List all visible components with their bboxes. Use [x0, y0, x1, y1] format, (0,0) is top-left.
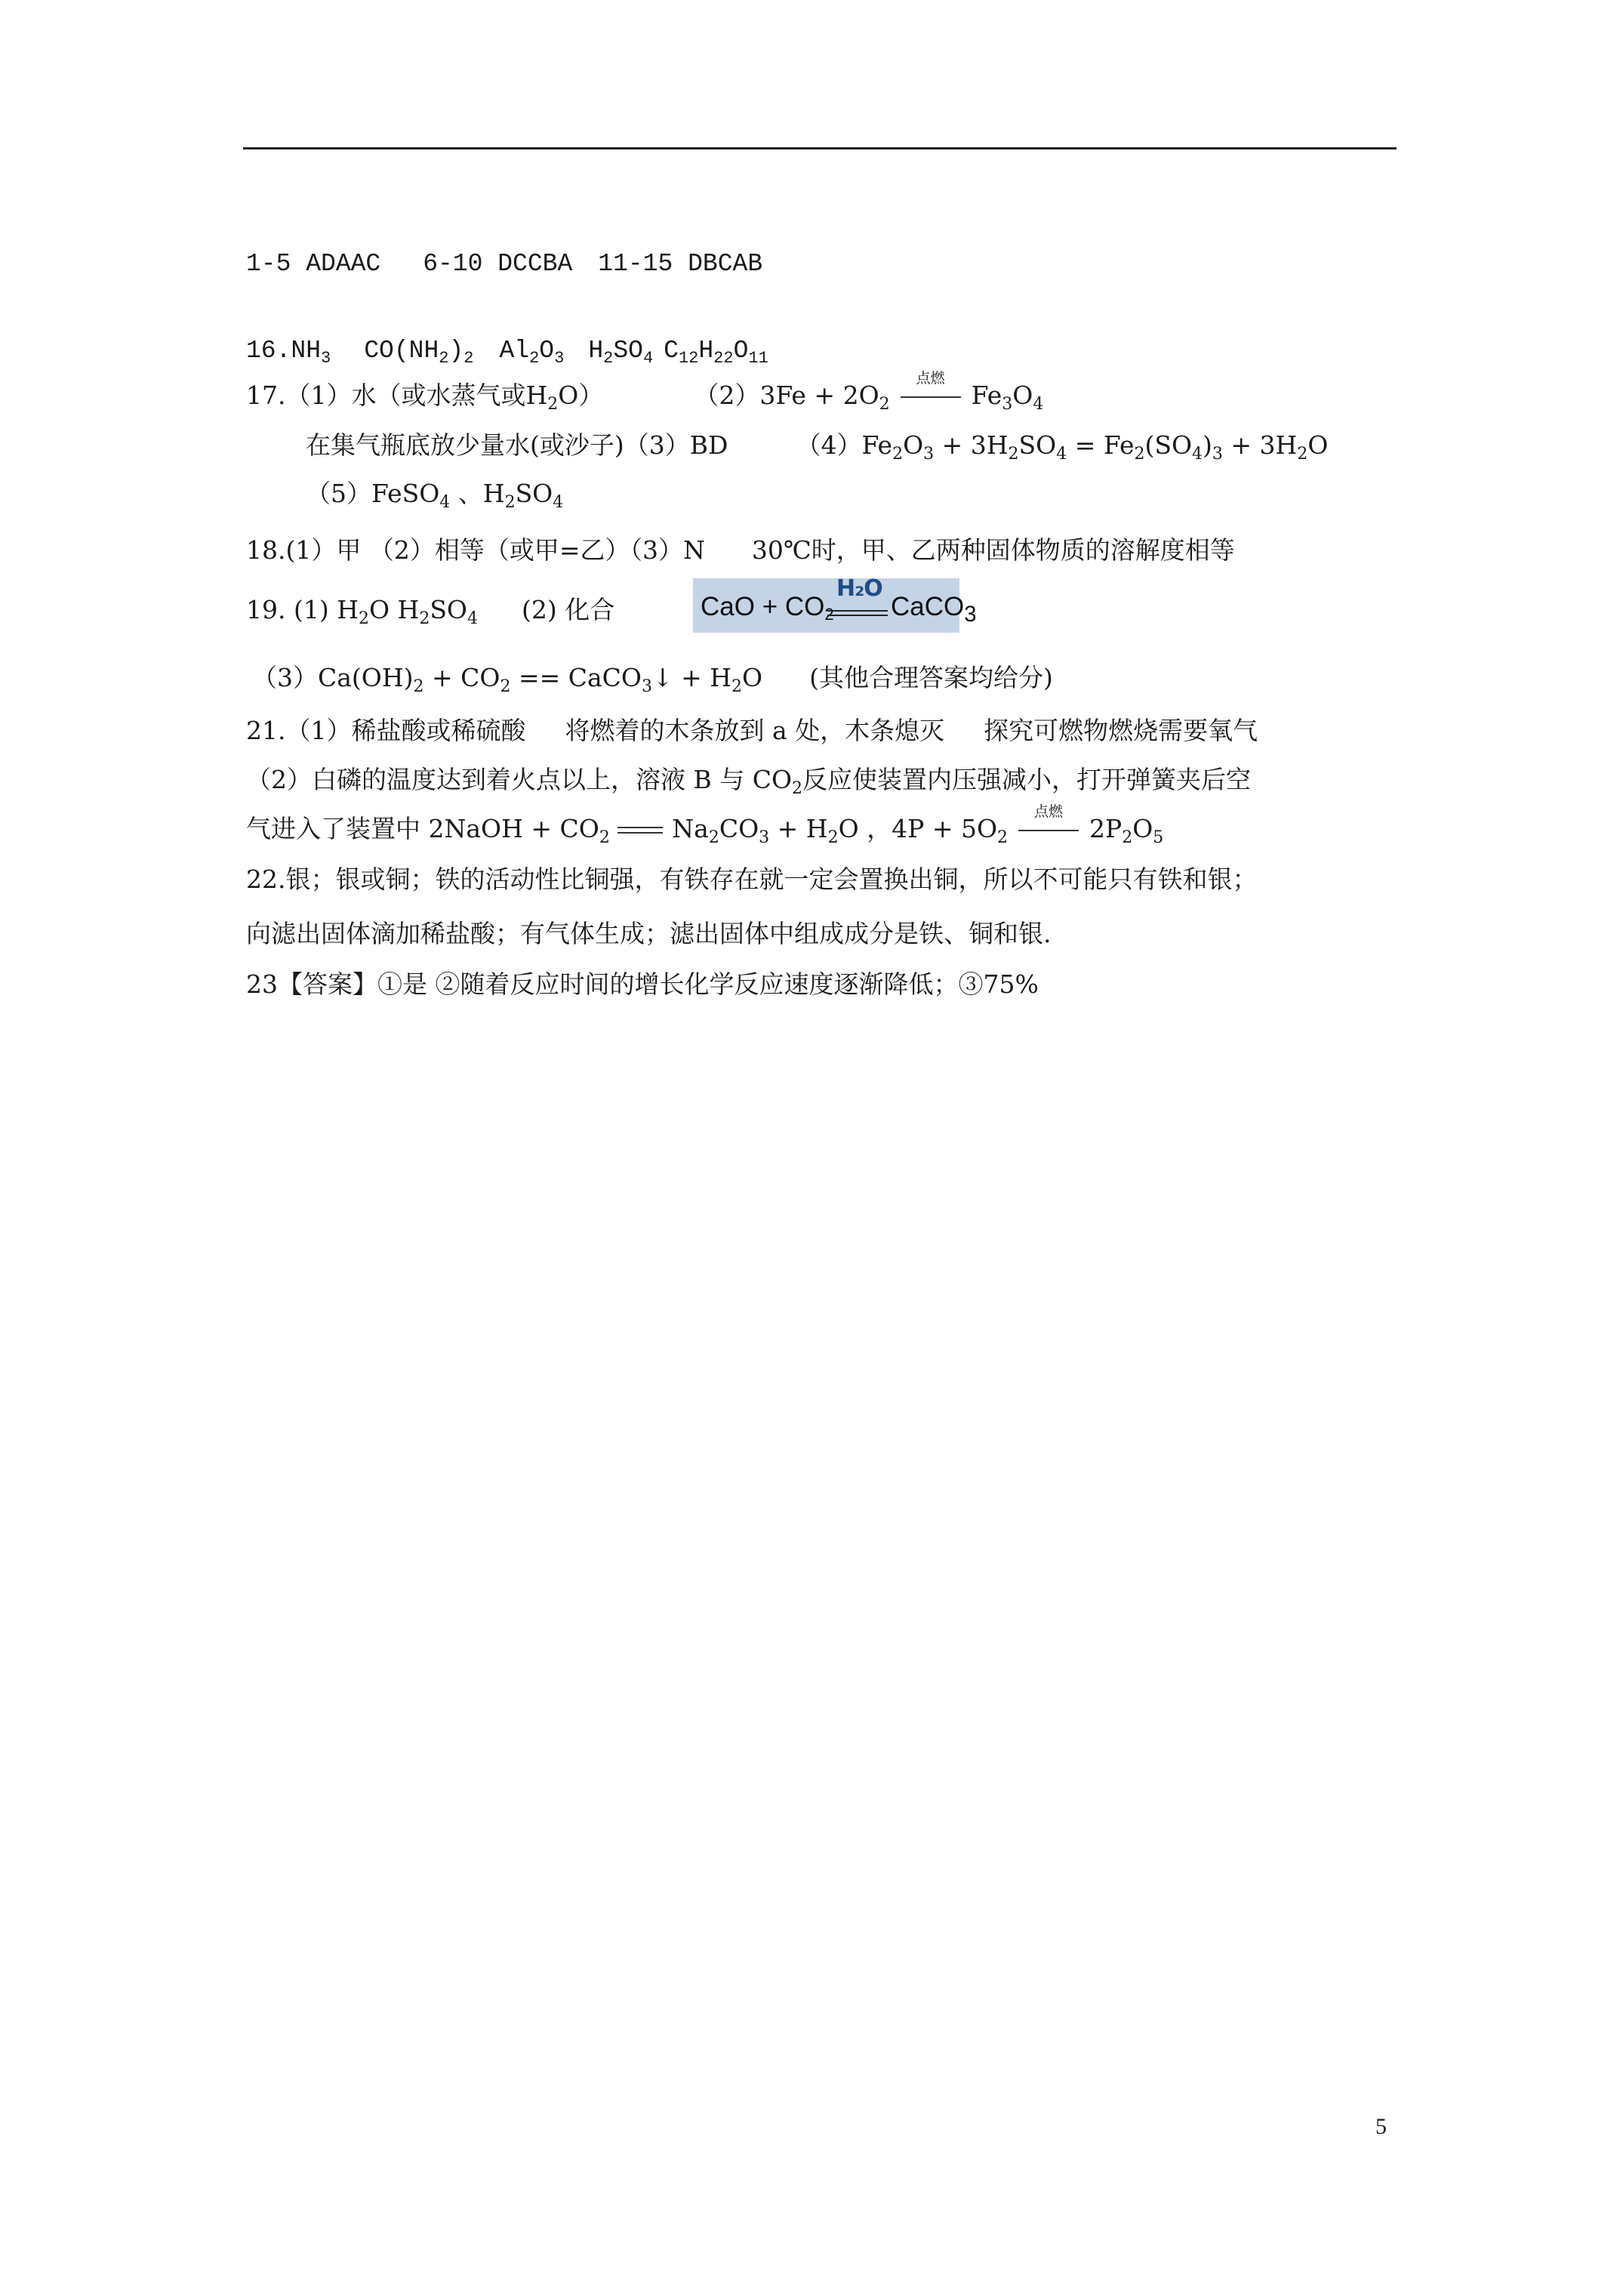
q16-answer: $16.NH_3$ $CO(NH_2)_2$ $Al_2O_3$ $H_2SO_4$ $C_{12}H_{22}O_{11}$ [246, 337, 768, 368]
mc-answers [246, 248, 762, 281]
q22-line-1: 22.银；银或铜；铁的活动性比铜强，有铁存在就一定会置换出铜，所以不可能只有铁和银； [246, 864, 1258, 894]
q22-line-2: 向滤出固体滴加稀盐酸；有气体生成；滤出固体中组成成分是铁、铜和银. [246, 919, 1052, 948]
q19-line-1: 19. (1) $H_2O$ $H_2SO_4$ (2) 化合 [246, 595, 615, 628]
q21-line-3: 气进入了装置中 2NaOH + $CO_2$ $Na_2CO_3 + H_2O$ ，$4P + 5O_2$ 点燃 $2P_2O_5$ [246, 803, 1164, 847]
equation-right: CaCO$_3$ [891, 592, 977, 627]
q19-line-2: $(3)Ca(OH)_2 + CO_2$ == CaCO$_3$↓ + $H_2O$ (其他合理答案均给分) [252, 663, 1053, 696]
page-number: 5 [1375, 2114, 1387, 2139]
reaction-condition: 点燃 [898, 381, 964, 404]
equation-image-box [693, 575, 977, 633]
q23-answer: 23【答案】①是 ②随着反应时间的增长化学反应速度逐渐降低；③75% [246, 969, 1039, 999]
q17-line-3: （5）FeSO$_4$ 、$H_2SO_4$ [306, 479, 564, 512]
mc-group-3: 11-15 DBCAB [598, 250, 763, 278]
reaction-condition: 点燃 [1015, 815, 1082, 837]
q18-answer: 18.(1）甲 （2）相等（或甲=乙）（3）N 30℃时，甲、乙两种固体物质的溶解度相等 [246, 535, 1235, 565]
q21-line-2: （2）白磷的温度达到着火点以上，溶液 B 与 $CO_2$反应使装置内压强减小，打开弹簧夹后空 [246, 765, 1252, 798]
equals-sign [616, 823, 664, 838]
equation-sign [827, 610, 888, 618]
equation-condition: H₂O [836, 575, 882, 602]
q17-line-1: 17.（1）水（或水蒸气或$H_2O$） $(2)3Fe + 2O_2$ 点燃 $Fe_3O_4$ [246, 370, 1044, 414]
mc-group-2: 6-10 DCCBA [423, 250, 573, 278]
mc-group-1: 1-5 ADAAC [246, 250, 381, 278]
header-rule [243, 147, 1397, 149]
q21-line-1: 21.（1）稀盐酸或稀硫酸 将燃着的木条放到 a 处，木条熄灭 探究可燃物燃烧需要氧气 [246, 716, 1258, 745]
equation-left: CaO + $CO_2$ [701, 592, 834, 624]
q17-line-2: 在集气瓶底放少量水(或沙子)（3）BD $(4)Fe_2O_3 + 3H_2SO_4 = Fe_2(SO_4)_3 + 3H_2O$ [306, 430, 1329, 464]
